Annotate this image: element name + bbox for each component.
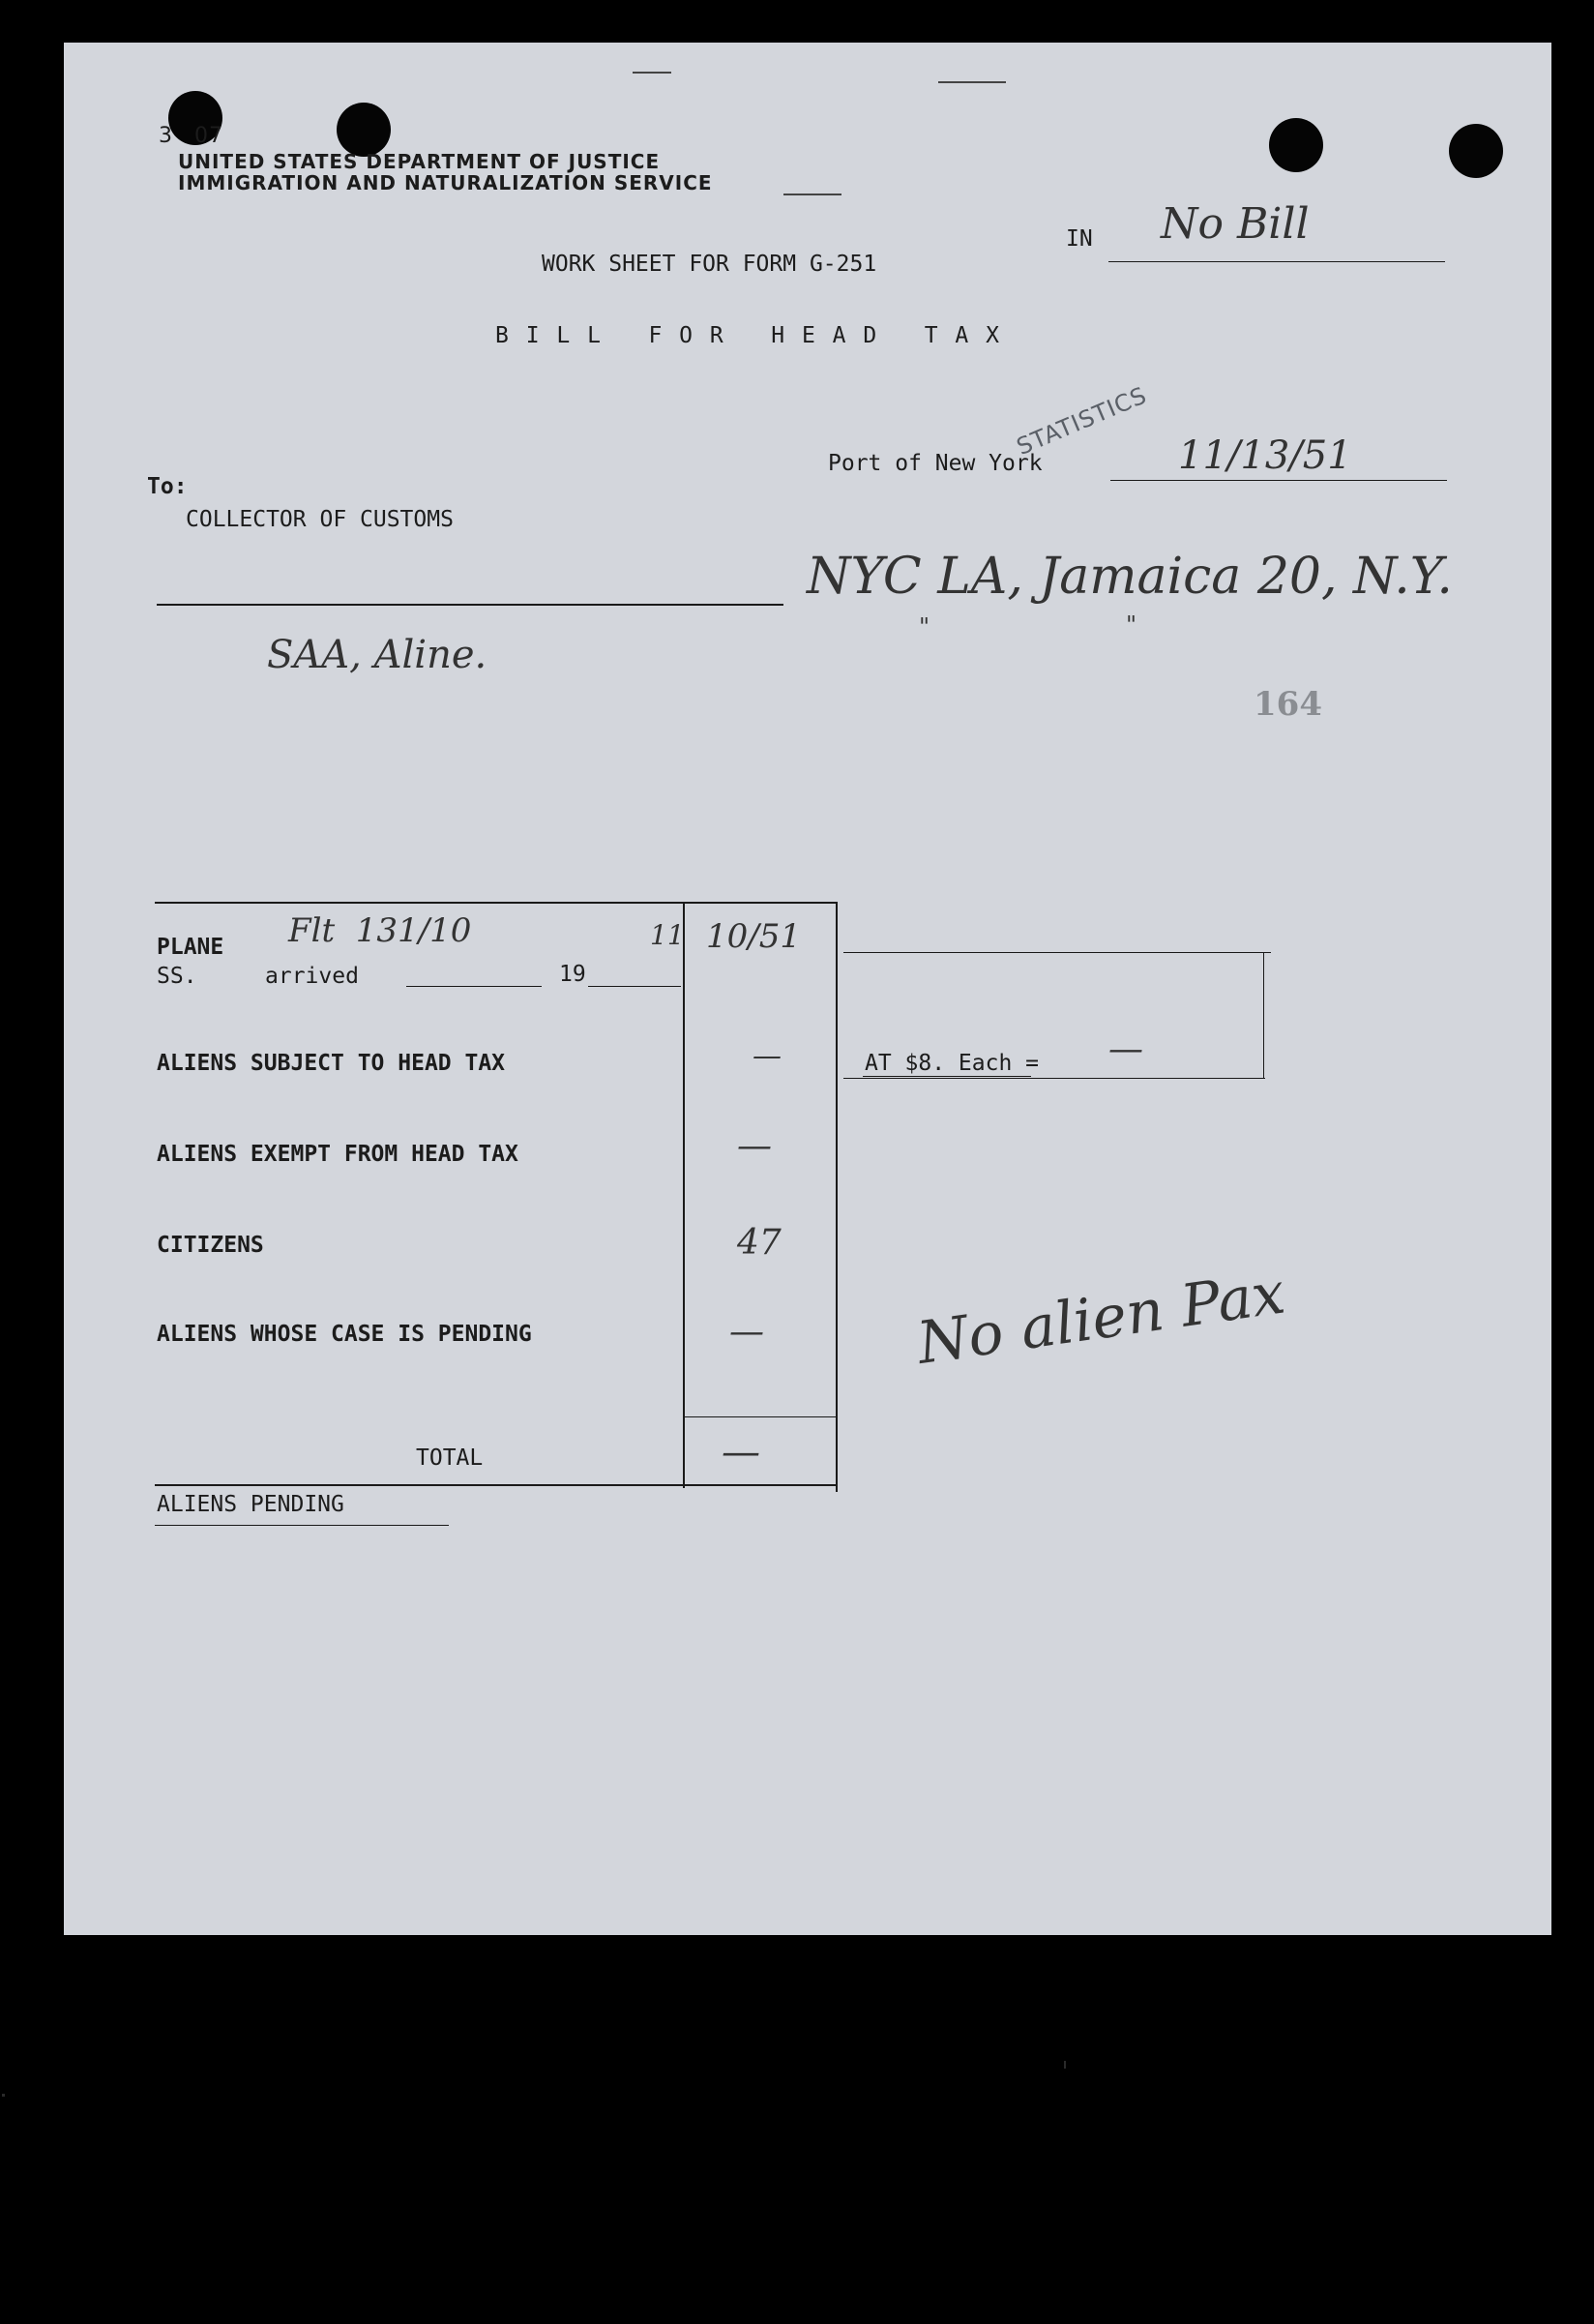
ss-label: SS. <box>157 964 197 989</box>
arrival-date: 10/51 <box>706 917 801 956</box>
port-date-underline <box>1110 480 1447 481</box>
total-value: — <box>722 1430 760 1475</box>
department-name: UNITED STATES DEPARTMENT OF JUSTICE <box>178 150 661 173</box>
punch-hole <box>1269 118 1323 172</box>
plane-label: PLANE <box>157 935 224 960</box>
form-number: 3 07 <box>159 124 223 148</box>
port-date: 11/13/51 <box>1178 433 1352 478</box>
aliens-pending-underline <box>155 1525 449 1526</box>
rate-value: — <box>1108 1029 1143 1069</box>
aliens-pending-label: ALIENS PENDING <box>157 1492 344 1517</box>
rate-box-bottom <box>843 1078 1265 1079</box>
rate-label-underline <box>863 1076 1031 1077</box>
total-top-rule <box>685 1416 836 1417</box>
table-top-rule <box>155 902 838 904</box>
row-label-subject: ALIENS SUBJECT TO HEAD TAX <box>157 1051 506 1076</box>
ditto-mark: " <box>1126 611 1137 639</box>
arrived-label: arrived <box>265 964 359 989</box>
ditto-mark: " <box>919 613 930 641</box>
document-sheet <box>64 43 1551 1935</box>
scan-mark <box>633 72 671 74</box>
scan-speck <box>2 2094 5 2097</box>
addressee-underline <box>157 604 783 606</box>
scan-speck <box>1064 2061 1066 2069</box>
arrived-underline <box>406 986 542 987</box>
punch-hole <box>1449 124 1503 178</box>
rate-label: AT $8. Each = <box>865 1051 1040 1076</box>
total-label: TOTAL <box>416 1445 484 1471</box>
row-value-pending: — <box>729 1312 764 1352</box>
form-subtitle: B I L L F O R H E A D T A X <box>495 323 1001 348</box>
in-label: IN <box>1066 226 1093 252</box>
handwritten-note: No alien Pax <box>913 1259 1289 1378</box>
addressee: COLLECTOR OF CUSTOMS <box>186 507 454 532</box>
scan-mark <box>938 81 1006 83</box>
flight-handwritten: Flt 131/10 <box>288 911 472 950</box>
rate-box-right <box>1263 952 1264 1078</box>
row-value-citizens: 47 <box>737 1223 782 1263</box>
statistics-stamp: STATISTICS <box>1013 381 1151 461</box>
handwritten-carrier: SAA, Aline. <box>267 633 487 677</box>
in-underline <box>1108 261 1445 262</box>
total-bottom-rule <box>155 1484 838 1486</box>
rate-box-top <box>843 952 1271 953</box>
service-name: IMMIGRATION AND NATURALIZATION SERVICE <box>178 171 713 194</box>
scan-mark <box>783 194 841 195</box>
row-value-subject: — <box>753 1039 782 1073</box>
in-value: No Bill <box>1161 199 1310 249</box>
table-divider <box>683 902 685 1488</box>
year-prefix: 19 <box>559 962 586 987</box>
year-underline <box>588 986 681 987</box>
to-label: To: <box>147 474 188 499</box>
row-label-exempt: ALIENS EXEMPT FROM HEAD TAX <box>157 1142 518 1167</box>
row-value-exempt: — <box>737 1126 772 1166</box>
handwritten-address: NYC LA, Jamaica 20, N.Y. <box>807 548 1453 606</box>
arrival-month: 11 <box>650 919 685 951</box>
punch-hole <box>337 103 391 157</box>
table-divider <box>836 902 838 1492</box>
port-label: Port of New York <box>828 451 1043 476</box>
stamp-number: 164 <box>1254 685 1322 724</box>
row-label-pending: ALIENS WHOSE CASE IS PENDING <box>157 1322 532 1347</box>
form-title: WORK SHEET FOR FORM G-251 <box>542 252 877 277</box>
row-label-citizens: CITIZENS <box>157 1233 264 1258</box>
